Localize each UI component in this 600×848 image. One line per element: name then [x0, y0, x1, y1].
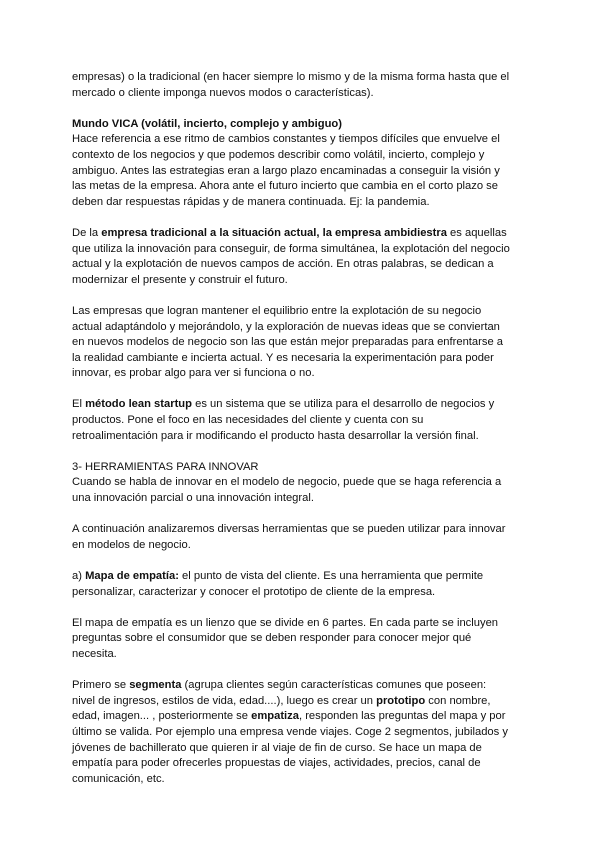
paragraph-primero [72, 678, 512, 787]
vica-section [72, 117, 512, 211]
ambidiestra-pre: De la [72, 226, 102, 239]
paragraph-ambidiestra [72, 226, 512, 288]
ambidiestra-bold: empresa tradicional a la situación actual, la empresa ambidiestra [101, 226, 447, 239]
lean-bold: método lean startup [85, 398, 192, 411]
section-heading: 3- HERRAMIENTAS PARA INNOVAR [72, 460, 259, 473]
vica-heading: Mundo VICA (volátil, incierto, complejo y ambiguo) [72, 117, 342, 130]
mapa-bold: Mapa de empatía: [85, 570, 179, 582]
section-herramientas [72, 460, 512, 507]
mapa-pre: a) [72, 570, 86, 582]
paragraph-intro: empresas) o la tradicional (en hacer siempre lo mismo y de la misma forma hasta que el mercado o cliente imponga nuevos modos o características). [72, 71, 510, 99]
document-body [72, 70, 512, 803]
paragraph-equilibrio: Las empresas que logran mantener el equilibrio entre la explotación de su negocio actual adaptándolo y mejorándolo, y la exploración de nuevas ideas que se conviertan en nuevos modelos de negocio son las que están mejor preparadas para enfrentarse a la realidad cambiante e incierta actual. Y es necesaria la experimentación para poder innovar, es probar algo para ver si funciona o no. [72, 304, 503, 380]
primero-bold-empatiza: empatiza [251, 710, 299, 723]
lean-pre: El [72, 398, 86, 411]
primero-bold-segmenta: segmenta [129, 679, 182, 692]
ambidiestra-post: es aquellas que utiliza la innovación para conseguir, de forma simultánea, la explotación del negocio actual y la explotación de nuevos campos de acción. En otras palabras, se dedican a modernizar el presente y construir el futuro. [72, 226, 510, 286]
primero-bold-prototipo: prototipo [376, 694, 426, 707]
paragraph-lean [72, 397, 512, 444]
paragraph-analizar: A continuación analizaremos diversas herramientas que se pueden utilizar para innovar en modelos de negocio. [72, 523, 506, 551]
mapa-post: el punto de vista del cliente. Es una herramienta que permite personalizar, caracterizar y conocer el prototipo de cliente de la empresa. [72, 570, 484, 598]
paragraph-lienzo: El mapa de empatía es un lienzo que se divide en 6 partes. En cada parte se incluyen preguntas sobre el consumidor que se deben responder para conocer mejor qué necesita. [72, 616, 499, 660]
primero-text-3: con nombre, edad, imagen... , posteriormente se [72, 694, 491, 723]
primero-text-1: Primero se [72, 679, 130, 692]
vica-body: Hace referencia a ese ritmo de cambios constantes y tiempos difíciles que envuelve el contexto de los negocios y que podemos describir como volátil, incierto, complejo y ambiguo. Antes las estrategias eran a largo plazo encaminadas a conseguir la visión y las metas de la empresa. Ahora ante el futuro incierto que cambia en el corto plazo se deben dar respuestas rápidas y de manera continuada. Ej: la pandemia. [72, 133, 500, 208]
paragraph-mapa [72, 569, 512, 600]
lean-post: es un sistema que se utiliza para el desarrollo de negocios y productos. Pone el foco en las necesidades del cliente y cuenta con su retroalimentación para ir modificando el producto hasta desarrollar la versión final. [72, 398, 495, 442]
primero-text-4: , responden las preguntas del mapa y por último se valida. Por ejemplo una empresa vende viajes. Coge 2 segmentos, jubilados y jóvenes de bachillerato que quieren ir al viaje de fin de curso. Se hace un mapa de empatía para poder ofrecerles propuestas de viajes, actividades, precios, canal de comunicación, etc. [72, 710, 508, 785]
section-body: Cuando se habla de innovar en el modelo de negocio, puede que se haga referencia a una innovación parcial o una innovación integral. [72, 476, 502, 505]
primero-text-2: (agrupa clientes según características comunes que poseen: nivel de ingresos, estilos de vida, edad....), luego es crear un [72, 679, 487, 707]
